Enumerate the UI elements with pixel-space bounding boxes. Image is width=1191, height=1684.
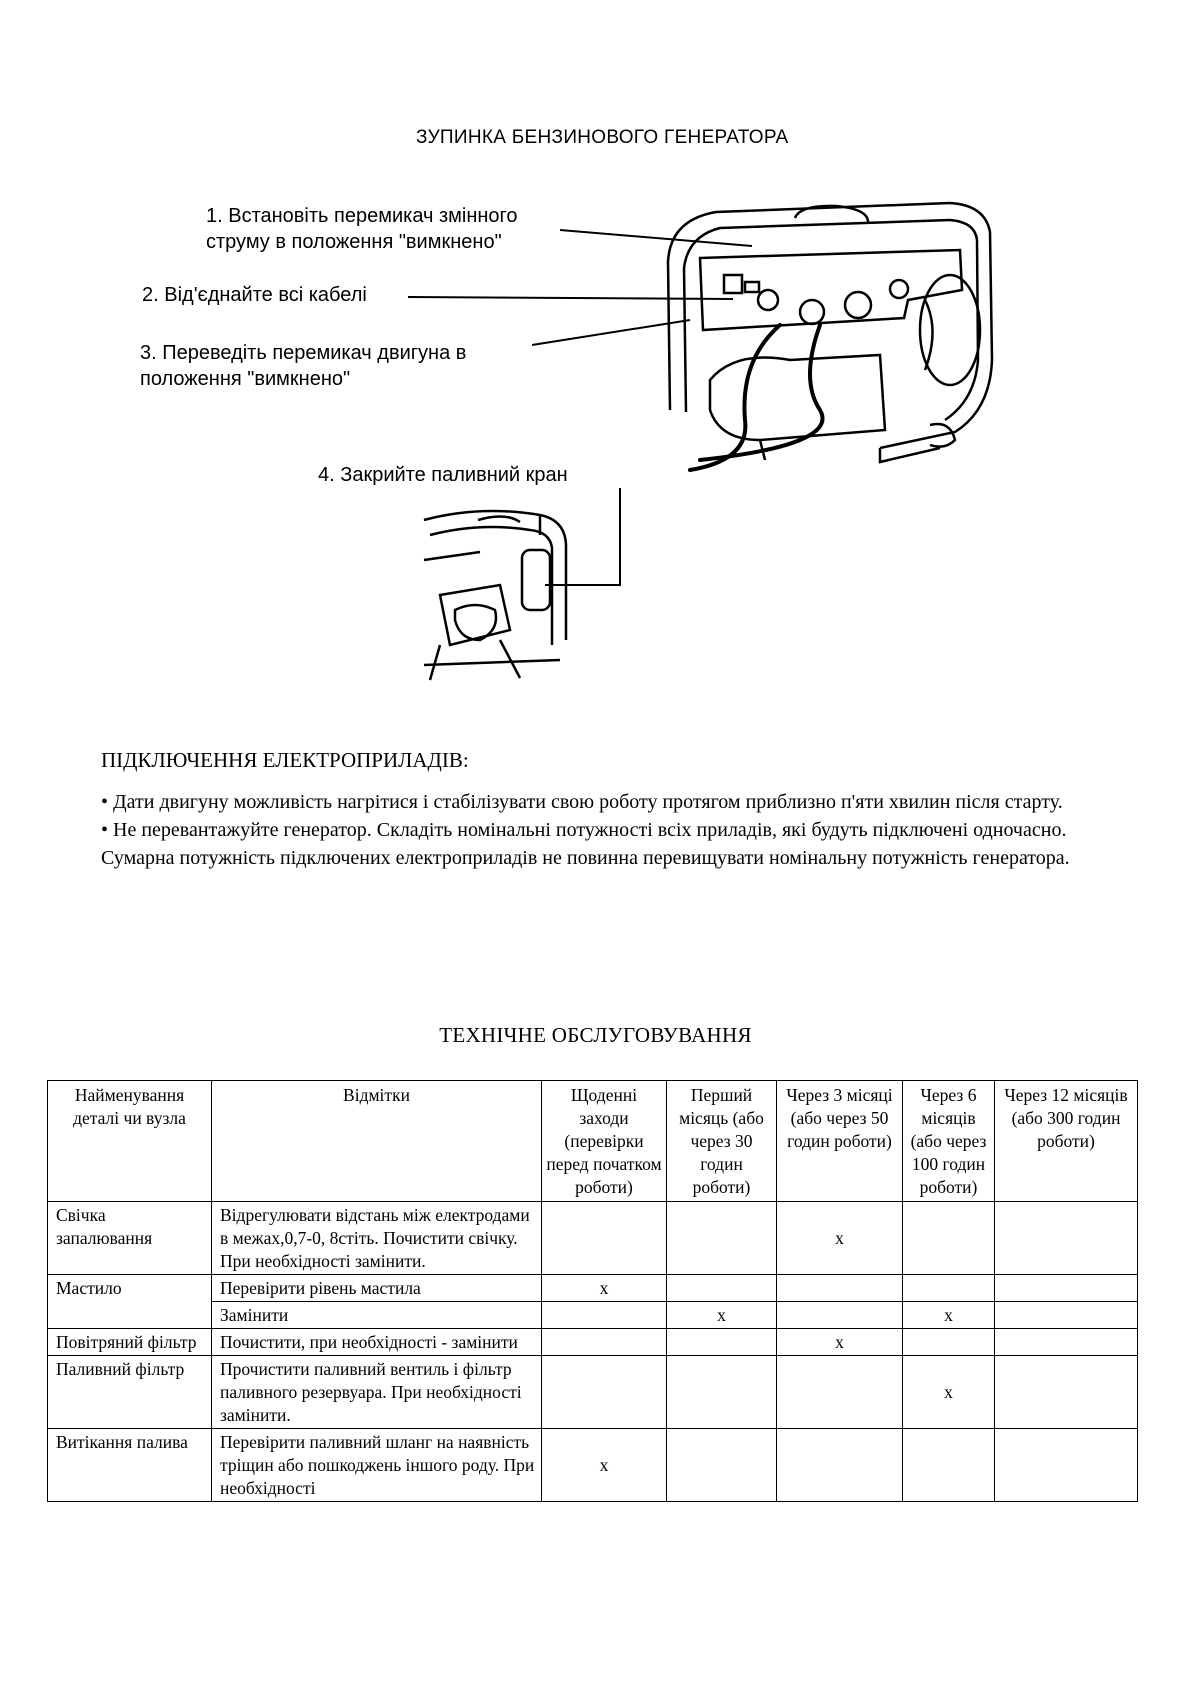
cell-mark: х xyxy=(777,1329,903,1356)
table-row xyxy=(48,1356,1138,1429)
step-2-label: 2. Від'єднайте всі кабелі xyxy=(142,284,367,306)
step-3-line-2: положення "вимкнено" xyxy=(140,368,351,390)
cell-note: Перевірити рівень мастила xyxy=(212,1275,542,1302)
cell-note: Замінити xyxy=(212,1302,542,1329)
cell-mark xyxy=(777,1429,903,1502)
cell-mark xyxy=(542,1329,667,1356)
cell-mark xyxy=(542,1202,667,1275)
step-4-label: 4. Закрийте паливний кран xyxy=(318,464,568,486)
cell-mark xyxy=(995,1329,1138,1356)
cell-mark xyxy=(777,1302,903,1329)
cell-mark xyxy=(667,1356,777,1429)
cell-mark: х xyxy=(903,1356,995,1429)
cell-mark xyxy=(667,1429,777,1502)
cell-mark xyxy=(903,1429,995,1502)
cell-mark xyxy=(995,1302,1138,1329)
cell-mark: х xyxy=(903,1302,995,1329)
cell-part: Паливний фільтр xyxy=(48,1356,212,1429)
table-row xyxy=(48,1302,1138,1329)
cell-mark xyxy=(903,1329,995,1356)
cell-note: Відрегулювати відстань між електродами в межах,0,7-0, 8стіть. Почистити свічку. При необхідності замінити. xyxy=(212,1202,542,1275)
cell-part: Витікання палива xyxy=(48,1429,212,1502)
connect-appliances-section xyxy=(101,746,1101,872)
cell-mark: х xyxy=(667,1302,777,1329)
cell-note: Перевірити паливний шланг на наявність тріщин або пошкоджень іншого роду. При необхідності xyxy=(212,1429,542,1502)
cell-mark xyxy=(542,1356,667,1429)
header-daily: Щоденні заходи (перевірки перед початком роботи) xyxy=(542,1081,667,1202)
table-row xyxy=(48,1275,1138,1302)
step-3-line-1: 3. Переведіть перемикач двигуна в xyxy=(140,342,467,364)
cell-mark xyxy=(777,1356,903,1429)
leader-line-step-3 xyxy=(532,320,690,345)
cell-mark xyxy=(903,1202,995,1275)
cell-mark xyxy=(995,1429,1138,1502)
table-header-row xyxy=(48,1081,1138,1202)
maintenance-table xyxy=(47,1080,1138,1502)
generator-small-drawing xyxy=(424,511,566,680)
cell-note: Почистити, при необхідності - замінити xyxy=(212,1329,542,1356)
leader-line-step-4 xyxy=(545,488,620,585)
header-12-months: Через 12 місяців (або 300 годин роботи) xyxy=(995,1081,1138,1202)
generator-illustrations xyxy=(0,0,1191,700)
table-row xyxy=(48,1202,1138,1275)
header-6-months: Через 6 місяців (або через 100 годин роботи) xyxy=(903,1081,995,1202)
generator-large-drawing xyxy=(668,203,992,462)
cell-mark xyxy=(667,1329,777,1356)
paragraph-overload: • Не перевантажуйте генератор. Складіть номінальні потужності всіх приладів, які будуть підключені одночасно. Сумарна потужність підключених електроприладів не повинна перевищувати номінальну потужність генератора. xyxy=(101,819,1070,869)
step-1-line-2: струму в положення "вимкнено" xyxy=(206,231,502,253)
step-1-line-1: 1. Встановіть перемикач змінного xyxy=(206,205,518,227)
cell-part: Повітряний фільтр xyxy=(48,1329,212,1356)
section-title-stop-generator: ЗУПИНКА БЕНЗИНОВОГО ГЕНЕРАТОРА xyxy=(416,127,789,148)
maintenance-title: ТЕХНІЧНЕ ОБСЛУГОВУВАННЯ xyxy=(439,1023,752,1047)
cell-mark xyxy=(542,1302,667,1329)
cell-mark xyxy=(667,1202,777,1275)
cell-part: Мастило xyxy=(48,1275,212,1329)
cell-mark: х xyxy=(542,1275,667,1302)
cell-mark xyxy=(667,1275,777,1302)
leader-line-step-1 xyxy=(560,230,752,246)
cell-part: Свічка запалювання xyxy=(48,1202,212,1275)
cell-mark xyxy=(777,1275,903,1302)
cell-mark xyxy=(995,1356,1138,1429)
table-row xyxy=(48,1429,1138,1502)
header-first-month: Перший місяць (або через 30 годин роботи) xyxy=(667,1081,777,1202)
cell-mark xyxy=(995,1202,1138,1275)
header-part: Найменування деталі чи вузла xyxy=(48,1081,212,1202)
header-3-months: Через 3 місяці (або через 50 годин роботи) xyxy=(777,1081,903,1202)
cell-mark xyxy=(903,1275,995,1302)
cell-mark xyxy=(995,1275,1138,1302)
header-notes: Відмітки xyxy=(212,1081,542,1202)
connect-appliances-heading: ПІДКЛЮЧЕННЯ ЕЛЕКТРОПРИЛАДІВ: xyxy=(101,748,469,772)
cell-mark: х xyxy=(542,1429,667,1502)
table-row xyxy=(48,1329,1138,1356)
cell-mark: х xyxy=(777,1202,903,1275)
paragraph-warmup: • Дати двигуну можливість нагрітися і стабілізувати свою роботу протягом приблизно п'яти хвилин після старту. xyxy=(101,791,1063,813)
cell-note: Прочистити паливний вентиль і фільтр паливного резервуара. При необхідності замінити. xyxy=(212,1356,542,1429)
